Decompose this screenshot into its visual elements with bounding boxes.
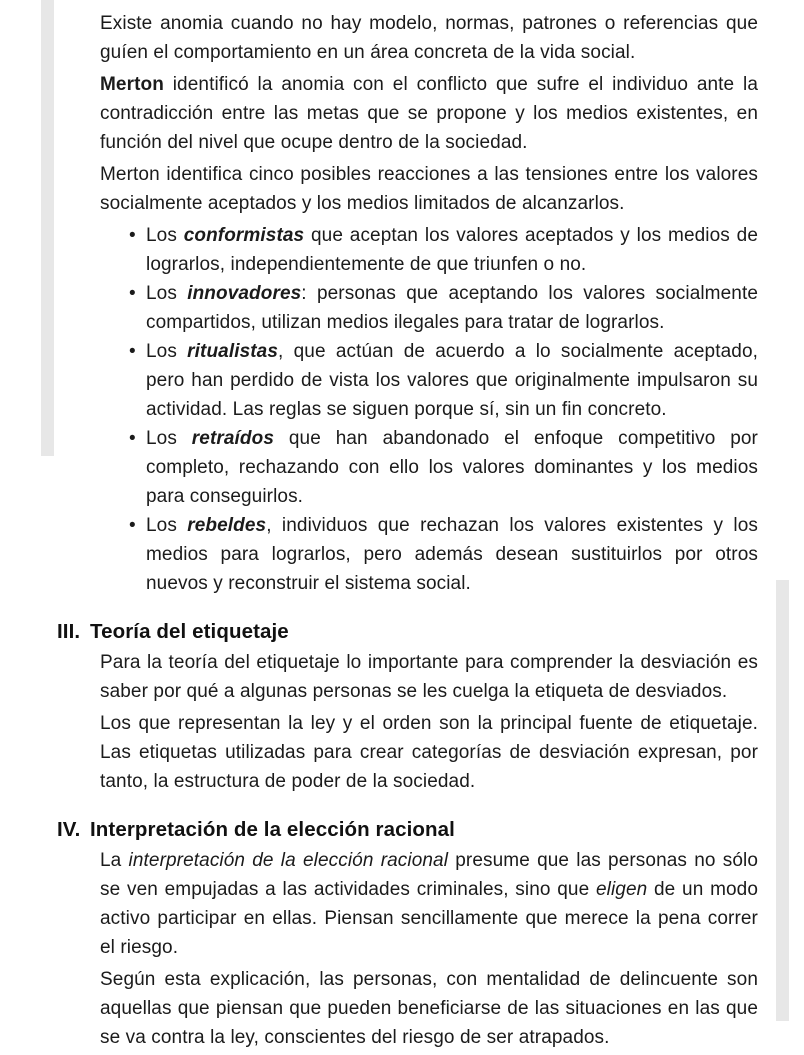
bullet-text: Los conformistas que aceptan los valores aceptados y los medios de lograrlos, independientemente de que triunfen o no. — [146, 225, 758, 275]
bullet-text: Los ritualistas, que actúan de acuerdo a lo socialmente aceptado, pero han perdido de vista los valores que originalmente impulsaron su actividad. Las reglas se siguen porque sí, sin un fin concreto. — [146, 341, 758, 420]
bullet-text: Los retraídos que han abandonado el enfoque competitivo por completo, rechazando con ello los valores dominantes y los medios para conseguirlos. — [146, 428, 758, 507]
section-title: Interpretación de la elección racional — [90, 818, 455, 841]
page-content — [57, 9, 758, 1055]
list-item-retraidos — [100, 424, 758, 511]
bullet-icon: • — [129, 283, 136, 304]
bullet-text: Los rebeldes, individuos que rechazan los valores existentes y los medios para lograrlos, pero además desean sustituirlos por otros nuevos y reconstruir el sistema social. — [146, 515, 758, 594]
bullet-icon: • — [129, 515, 136, 536]
paragraph-merton-reacciones: Merton identifica cinco posibles reacciones a las tensiones entre los valores socialmente aceptados y los medios limitados de alcanzarlos. — [100, 164, 758, 214]
section-number: III. — [57, 620, 81, 643]
paragraph-eleccion-2: Según esta explicación, las personas, con mentalidad de delincuente son aquellas que piensan que pueden beneficiarse de las situaciones en las que se va contra la ley, conscientes del riesgo de ser atrapados. — [100, 969, 758, 1048]
list-item-conformistas — [100, 221, 758, 279]
list-item-innovadores — [100, 279, 758, 337]
list-item-rebeldes — [100, 511, 758, 598]
section-iv-eleccion-racional — [57, 815, 758, 1052]
right-margin-scan-shadow — [776, 580, 789, 1021]
bullet-list — [100, 221, 758, 598]
left-margin-scan-shadow — [41, 0, 54, 456]
paragraph-eleccion-1: La interpretación de la elección racional presume que las personas no sólo se ven empujadas a las actividades criminales, sino que eligen de un modo activo participar en ellas. Piensan sencillamente que merece la pena correr el riesgo. — [100, 850, 758, 958]
paragraph-anomia-definition: Existe anomia cuando no hay modelo, normas, patrones o referencias que guíen el comportamiento en un área concreta de la vida social. — [100, 13, 758, 63]
section-number: IV. — [57, 818, 81, 841]
bullet-text: Los innovadores: personas que aceptando los valores socialmente compartidos, utilizan medios ilegales para tratar de lograrlos. — [146, 283, 758, 333]
section-heading — [57, 617, 758, 646]
section-title: Teoría del etiquetaje — [90, 620, 289, 643]
section-iii-teoria-etiquetaje — [57, 617, 758, 796]
paragraph-etiquetaje-2: Los que representan la ley y el orden son la principal fuente de etiquetaje. Las etiquetas utilizadas para crear categorías de desviación expresan, por tanto, la estructura de poder de la sociedad. — [100, 713, 758, 792]
bullet-icon: • — [129, 225, 136, 246]
section-heading — [57, 815, 758, 844]
bullet-icon: • — [129, 341, 136, 362]
bullet-icon: • — [129, 428, 136, 449]
paragraph-merton-anomia: Merton identificó la anomia con el conflicto que sufre el individuo ante la contradicción entre las metas que se propone y los medios existentes, en función del nivel que ocupe dentro de la sociedad. — [100, 74, 758, 153]
paragraph-etiquetaje-1: Para la teoría del etiquetaje lo importante para comprender la desviación es saber por qué a algunas personas se les cuelga la etiqueta de desviados. — [100, 652, 758, 702]
list-item-ritualistas — [100, 337, 758, 424]
